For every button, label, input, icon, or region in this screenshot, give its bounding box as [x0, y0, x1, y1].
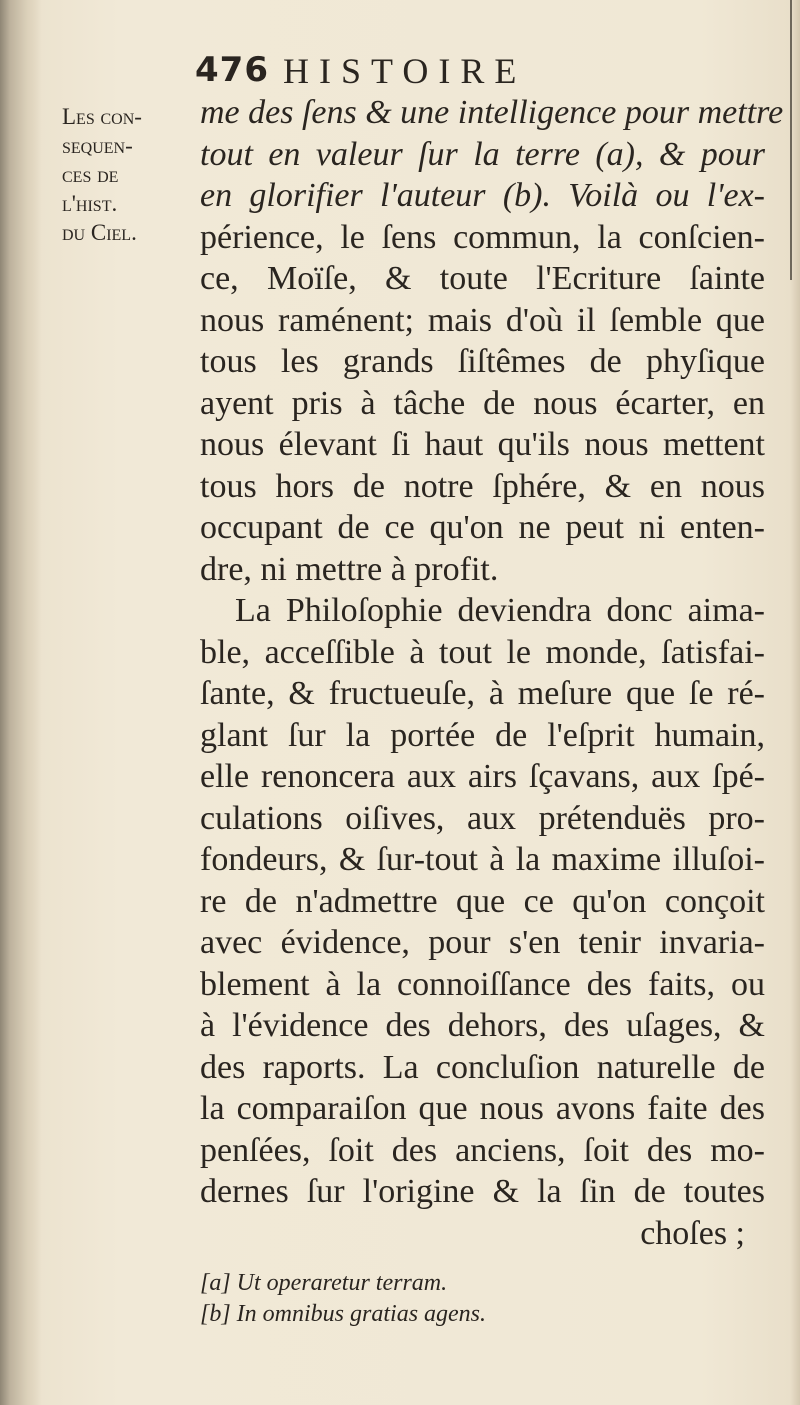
- body-line: avec évidence, pour s'en tenir invaria-: [200, 924, 765, 961]
- body-line: fondeurs, & ſur-tout à la maxime illuſoi-: [200, 841, 765, 878]
- body-line: nous raménent; mais d'où il ſemble que: [200, 301, 765, 339]
- margin-note-line: du Ciel.: [62, 220, 137, 245]
- running-title: HISTOIRE: [283, 51, 527, 91]
- body-line: périence, le ſens commun, la conſcien-: [200, 218, 765, 256]
- body-line: en glorifier l'auteur (b). Voilà ou l'ex-: [200, 177, 765, 214]
- body-line: me des ſens & une intelligence pour mettre: [200, 94, 784, 131]
- body-line: re de n'admettre que ce qu'on conçoit: [200, 882, 765, 920]
- body-line: tout en valeur ſur la terre (a), & pour: [200, 135, 765, 173]
- page-number: 476: [195, 50, 269, 90]
- margin-note: [62, 102, 192, 247]
- body-line: nous élevant ſi haut qu'ils nous mettent: [200, 426, 765, 463]
- margin-note-line: Les con-: [62, 104, 142, 129]
- body-line: tous hors de notre ſphére, & en nous: [200, 467, 765, 505]
- body-text: [200, 92, 784, 1254]
- body-line: glant ſur la portée de l'eſprit humain,: [200, 716, 765, 754]
- margin-note-line: sequen-: [62, 133, 133, 158]
- body-line: la comparaiſon que nous avons faite des: [200, 1090, 765, 1127]
- body-line: elle renoncera aux airs ſçavans, aux ſpé-: [200, 758, 765, 795]
- paragraph-start-line: La Philoſophie deviendra donc aima-: [235, 592, 765, 629]
- body-line: ſante, & fructueuſe, à meſure que ſe ré-: [200, 675, 765, 712]
- body-line: à l'évidence des dehors, des uſages, &: [200, 1007, 765, 1044]
- body-line: dernes ſur l'origine & la ſin de toutes: [200, 1173, 765, 1210]
- page-edge-line: [790, 0, 792, 280]
- footnote-a: [a] Ut operaretur terram.: [200, 1270, 448, 1296]
- body-line: ce, Moïſe, & toute l'Ecriture ſainte: [200, 260, 765, 297]
- body-line: dre, ni mettre à profit.: [200, 550, 499, 588]
- margin-note-line: ces de: [62, 162, 119, 187]
- body-line: ayent pris à tâche de nous écarter, en: [200, 384, 765, 422]
- body-line: occupant de ce qu'on ne peut ni enten-: [200, 509, 765, 546]
- footnote-b: [b] In omnibus gratias agens.: [200, 1301, 487, 1327]
- body-line: blement à la connoiſſance des faits, ou: [200, 965, 765, 1003]
- page-gutter-shadow: [0, 0, 42, 1405]
- body-line: penſées, ſoit des anciens, ſoit des mo-: [200, 1131, 765, 1169]
- body-line-last: choſes ;: [640, 1214, 745, 1252]
- margin-note-line: l'hist.: [62, 191, 118, 216]
- footnotes: [200, 1268, 486, 1330]
- body-line: ble, acceſſible à tout le monde, ſatisfai-: [200, 633, 765, 671]
- body-line: tous les grands ſiſtêmes de phyſique: [200, 343, 765, 380]
- body-line: culations oiſives, aux prétenduës pro-: [200, 799, 765, 837]
- body-line: des raports. La concluſion naturelle de: [200, 1048, 765, 1086]
